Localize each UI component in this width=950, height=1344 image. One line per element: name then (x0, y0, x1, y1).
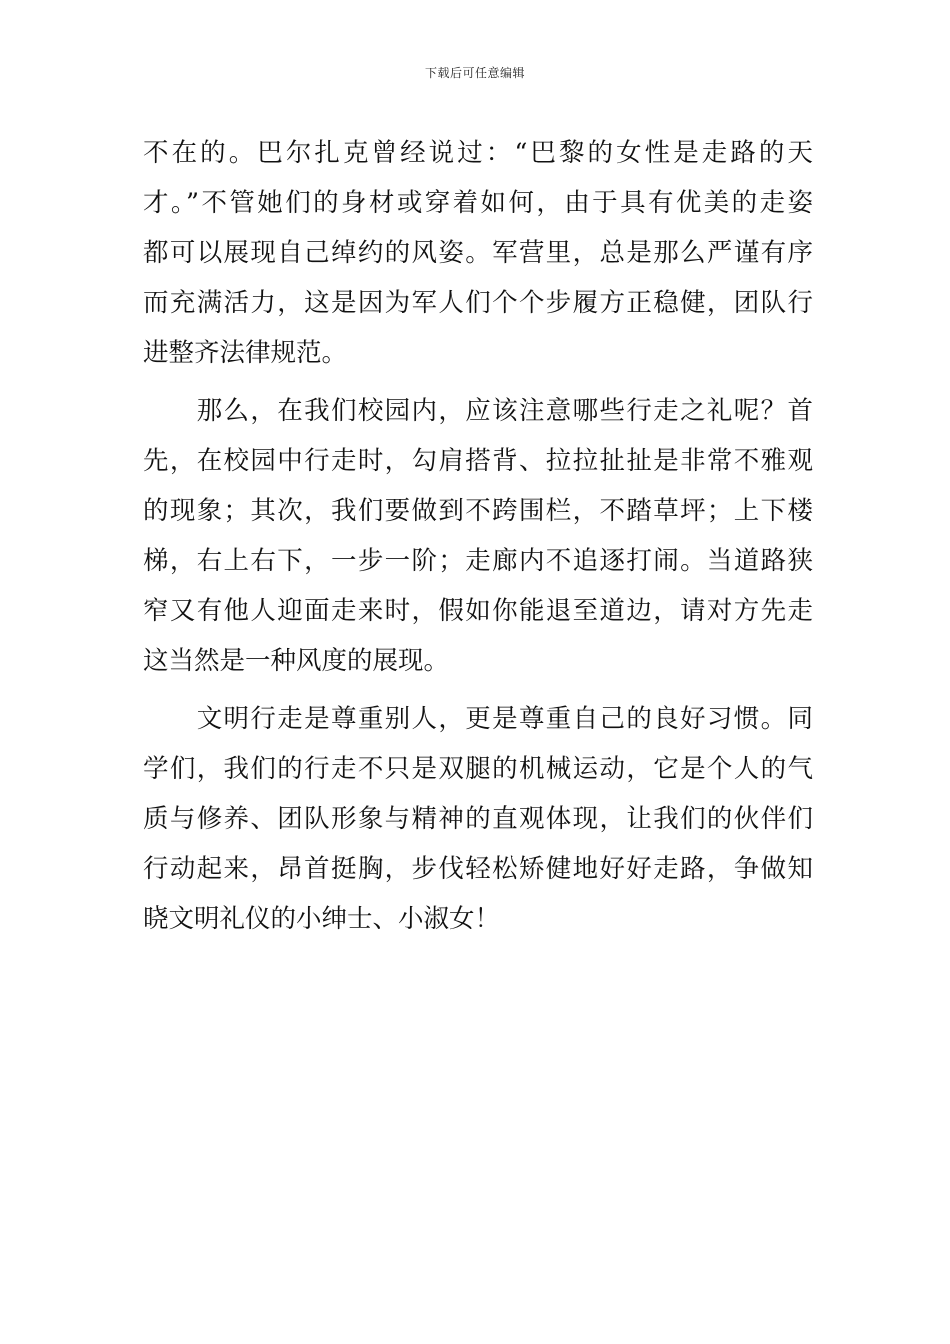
text-line: 都可以展现自己绰约的风姿。军营里，总是那么严谨有序 (143, 238, 813, 268)
text-line: 学们，我们的行走不只是双腿的机械运动，它是个人的气 (143, 754, 813, 784)
text-line: 梯，右上右下，一步一阶；走廊内不追逐打闹。当道路狭 (143, 546, 813, 576)
text-line: 质与修养、团队形象与精神的直观体现，让我们的伙伴们 (143, 804, 813, 834)
text-line: 晓文明礼仪的小绅士、小淑女！ (143, 904, 501, 934)
text-line: 那么，在我们校园内，应该注意哪些行走之礼呢？首 (143, 396, 813, 426)
text-line: 不在的。巴尔扎克曾经说过：“巴黎的女性是走路的天 (143, 138, 813, 168)
text-line: 窄又有他人迎面走来时，假如你能退至道边，请对方先走 (143, 596, 813, 626)
text-line: 进整齐法律规范。 (143, 338, 348, 368)
text-line: 而充满活力，这是因为军人们个个步履方正稳健，团队行 (143, 288, 813, 318)
text-line: 文明行走是尊重别人，更是尊重自己的良好习惯。同 (143, 704, 813, 734)
paragraph-3 (143, 694, 813, 944)
text-line: 行动起来，昂首挺胸，步伐轻松矫健地好好走路，争做知 (143, 854, 813, 884)
text-line: 的现象；其次，我们要做到不跨围栏，不踏草坪；上下楼 (143, 496, 813, 526)
page-header: 下载后可任意编辑 (424, 66, 525, 80)
paragraph-2 (143, 386, 813, 686)
text-line: 才。”不管她们的身材或穿着如何，由于具有优美的走姿 (143, 188, 813, 218)
paragraph-gap (143, 378, 813, 386)
text-line: 这当然是一种风度的展现。 (143, 646, 450, 676)
paragraph-gap (143, 686, 813, 694)
paragraph-1 (143, 128, 813, 378)
text-line: 先，在校园中行走时，勾肩搭背、拉拉扯扯是非常不雅观 (143, 446, 813, 476)
document-body (143, 128, 813, 944)
